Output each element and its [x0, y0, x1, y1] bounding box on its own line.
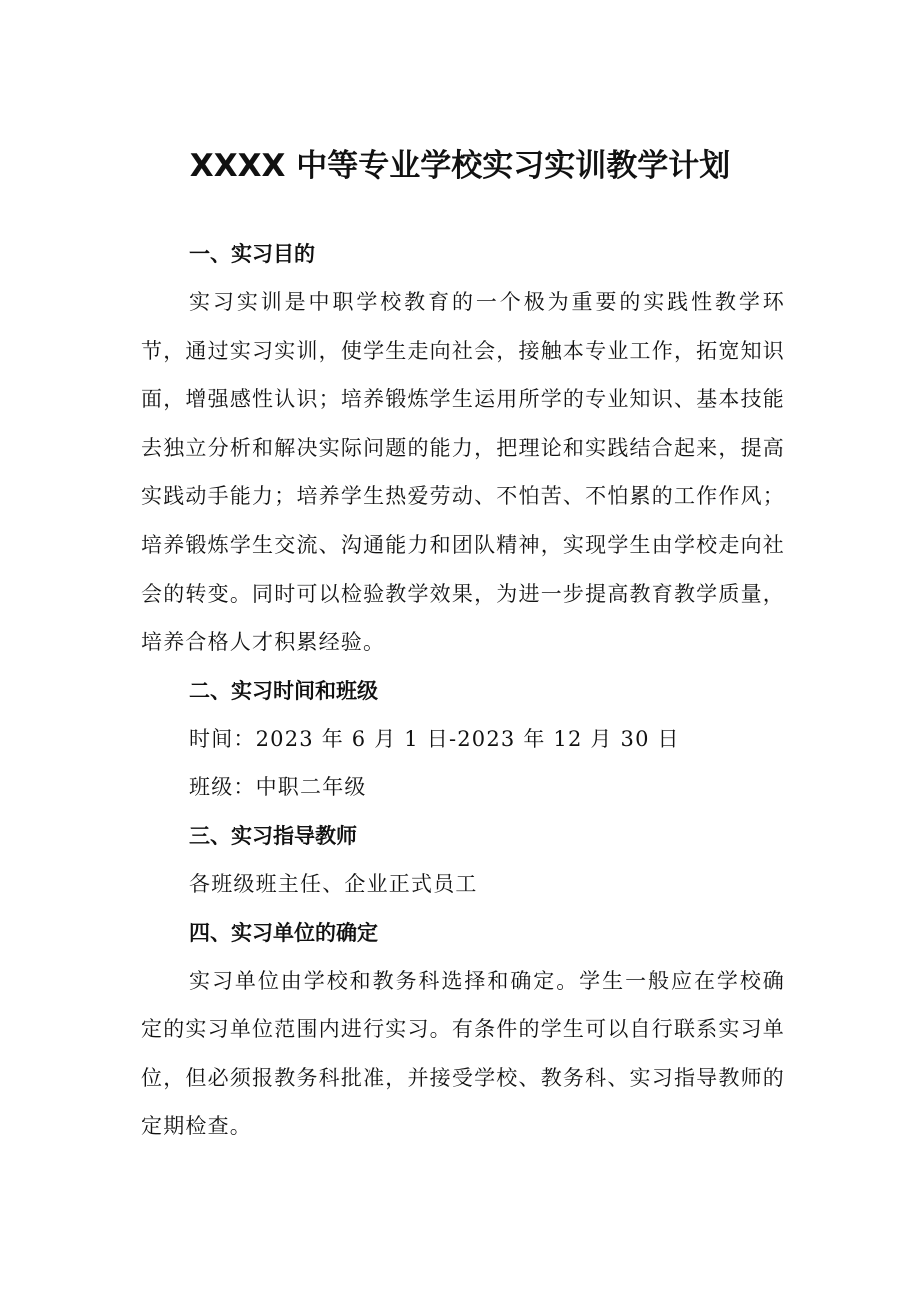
section-heading-purpose: 一、实习目的 [189, 242, 315, 266]
section-heading-time-class: 二、实习时间和班级 [189, 678, 378, 703]
section-body-unit: 实习单位由学校和教务科选择和确定。学生一般应在学校确定的实习单位范围内进行实习。有条件的学生可以自行联系实习单位，但必须报教务科批准，并接受学校、教务科、实习指导教师的定期检查。 [141, 968, 785, 1139]
internship-time: 时间：2023 年 6 月 1 日-2023 年 12 月 30 日 [189, 726, 680, 751]
document-title: XXXX 中等专业学校实习实训教学计划 [189, 147, 731, 184]
section-body-instructors: 各班级班主任、企业正式员工 [189, 871, 478, 896]
section-heading-unit: 四、实习单位的确定 [189, 920, 378, 945]
document-body [141, 230, 785, 1151]
internship-class: 班级：中职二年级 [189, 775, 367, 800]
section-body-purpose: 实习实训是中职学校教育的一个极为重要的实践性教学环节，通过实习实训，使学生走向社会，接触本专业工作，拓宽知识面，增强感性认识；培养锻炼学生运用所学的专业知识、基本技能去独立分析和解决实际问题的能力，把理论和实践结合起来，提高实践动手能力；培养学生热爱劳动、不怕苦、不怕累的工作作风；培养锻炼学生交流、沟通能力和团队精神，实现学生由学校走向社会的转变。同时可以检验教学效果，为进一步提高教育教学质量，培养合格人才积累经验。 [141, 290, 785, 655]
section-heading-instructors: 三、实习指导教师 [189, 823, 357, 848]
